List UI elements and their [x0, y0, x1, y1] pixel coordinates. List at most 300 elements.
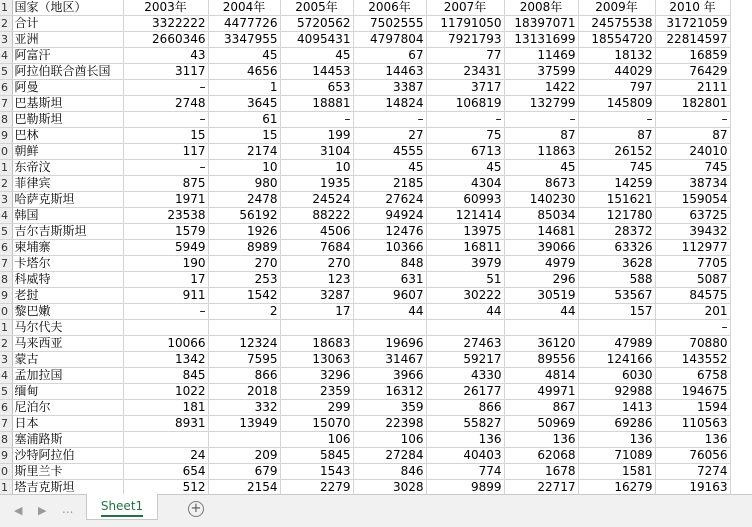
- cell-value[interactable]: 2359: [280, 384, 353, 400]
- cell-value[interactable]: 3979: [426, 256, 504, 272]
- cell-value[interactable]: 136: [655, 432, 730, 448]
- cell-value[interactable]: 45: [504, 160, 578, 176]
- cell-value[interactable]: 1413: [578, 400, 655, 416]
- row-header[interactable]: 4: [0, 208, 12, 224]
- cell-value[interactable]: 1342: [123, 352, 208, 368]
- cell-value[interactable]: 27624: [353, 192, 426, 208]
- row-header[interactable]: 9: [0, 448, 12, 464]
- cell-value[interactable]: 110563: [655, 416, 730, 432]
- row-header[interactable]: 2: [0, 16, 12, 32]
- cell-value[interactable]: 3717: [426, 80, 504, 96]
- cell-value[interactable]: 11469: [504, 48, 578, 64]
- cell-value[interactable]: 61: [208, 112, 280, 128]
- cell-value[interactable]: 7921793: [426, 32, 504, 48]
- cell-value[interactable]: 679: [208, 464, 280, 480]
- cell-value[interactable]: 51: [426, 272, 504, 288]
- cell-value[interactable]: 6030: [578, 368, 655, 384]
- cell-value[interactable]: 10366: [353, 240, 426, 256]
- cell-value[interactable]: 55827: [426, 416, 504, 432]
- cell-country[interactable]: 蒙古: [12, 352, 123, 368]
- cell-value[interactable]: 1678: [504, 464, 578, 480]
- cell-value[interactable]: 157: [578, 304, 655, 320]
- cell-value[interactable]: 106819: [426, 96, 504, 112]
- cell-value[interactable]: 13975: [426, 224, 504, 240]
- row-header[interactable]: 4: [0, 48, 12, 64]
- row-header[interactable]: 6: [0, 400, 12, 416]
- cell-value[interactable]: 56192: [208, 208, 280, 224]
- cell-value[interactable]: 3966: [353, 368, 426, 384]
- cell-value[interactable]: 270: [280, 256, 353, 272]
- cell-value[interactable]: 2018: [208, 384, 280, 400]
- cell-value[interactable]: 14259: [578, 176, 655, 192]
- cell-value[interactable]: 87: [655, 128, 730, 144]
- cell-value[interactable]: 43: [123, 48, 208, 64]
- cell-value[interactable]: 2174: [208, 144, 280, 160]
- cell-value[interactable]: –: [655, 112, 730, 128]
- cell-value[interactable]: 4304: [426, 176, 504, 192]
- cell-value[interactable]: 745: [655, 160, 730, 176]
- cell-country[interactable]: 巴林: [12, 128, 123, 144]
- cell-header-country[interactable]: 国家（地区）: [12, 0, 123, 16]
- cell-value[interactable]: 10066: [123, 336, 208, 352]
- cell-value[interactable]: 44: [504, 304, 578, 320]
- cell-value[interactable]: 27284: [353, 448, 426, 464]
- cell-value[interactable]: 23431: [426, 64, 504, 80]
- row-header[interactable]: 2: [0, 176, 12, 192]
- cell-country[interactable]: 卡塔尔: [12, 256, 123, 272]
- cell-value[interactable]: 201: [655, 304, 730, 320]
- cell-country[interactable]: 斯里兰卡: [12, 464, 123, 480]
- cell-value[interactable]: 4814: [504, 368, 578, 384]
- cell-value[interactable]: 911: [123, 288, 208, 304]
- cell-value[interactable]: 1594: [655, 400, 730, 416]
- cell-value[interactable]: 31721059: [655, 16, 730, 32]
- cell-value[interactable]: 8989: [208, 240, 280, 256]
- cell-value[interactable]: 797: [578, 80, 655, 96]
- cell-value[interactable]: 132799: [504, 96, 578, 112]
- cell-country[interactable]: 亚洲: [12, 32, 123, 48]
- cell-value[interactable]: 39066: [504, 240, 578, 256]
- cell-value[interactable]: 14453: [280, 64, 353, 80]
- cell-value[interactable]: 15070: [280, 416, 353, 432]
- cell-value[interactable]: 846: [353, 464, 426, 480]
- cell-country[interactable]: 科威特: [12, 272, 123, 288]
- cell-value[interactable]: 2660346: [123, 32, 208, 48]
- cell-value[interactable]: 5845: [280, 448, 353, 464]
- cell-value[interactable]: 77: [426, 48, 504, 64]
- cell-value[interactable]: 18554720: [578, 32, 655, 48]
- cell-value[interactable]: 45: [208, 48, 280, 64]
- row-header[interactable]: 0: [0, 144, 12, 160]
- cell-header-year[interactable]: 2003年: [123, 0, 208, 16]
- cell-value[interactable]: 512: [123, 480, 208, 495]
- cell-value[interactable]: 848: [353, 256, 426, 272]
- cell-value[interactable]: 44029: [578, 64, 655, 80]
- cell-value[interactable]: 18881: [280, 96, 353, 112]
- row-header[interactable]: 2: [0, 336, 12, 352]
- cell-value[interactable]: 17: [123, 272, 208, 288]
- cell-value[interactable]: 60993: [426, 192, 504, 208]
- cell-value[interactable]: 7274: [655, 464, 730, 480]
- row-header[interactable]: 8: [0, 112, 12, 128]
- cell-value[interactable]: 16811: [426, 240, 504, 256]
- cell-value[interactable]: 47989: [578, 336, 655, 352]
- prev-sheet-icon[interactable]: ◀: [14, 504, 23, 517]
- cell-country[interactable]: 塞浦路斯: [12, 432, 123, 448]
- cell-value[interactable]: 8673: [504, 176, 578, 192]
- cell-value[interactable]: 22717: [504, 480, 578, 495]
- cell-country[interactable]: 阿曼: [12, 80, 123, 96]
- cell-value[interactable]: –: [655, 320, 730, 336]
- cell-value[interactable]: 4330: [426, 368, 504, 384]
- cell-value[interactable]: 30222: [426, 288, 504, 304]
- cell-value[interactable]: 867: [504, 400, 578, 416]
- cell-country[interactable]: 沙特阿拉伯: [12, 448, 123, 464]
- cell-value[interactable]: 8931: [123, 416, 208, 432]
- cell-value[interactable]: 136: [426, 432, 504, 448]
- cell-value[interactable]: 190: [123, 256, 208, 272]
- cell-value[interactable]: 112977: [655, 240, 730, 256]
- cell-value[interactable]: 71089: [578, 448, 655, 464]
- cell-value[interactable]: 1022: [123, 384, 208, 400]
- cell-value[interactable]: [504, 320, 578, 336]
- cell-value[interactable]: 15: [123, 128, 208, 144]
- cell-value[interactable]: 359: [353, 400, 426, 416]
- cell-value[interactable]: 875: [123, 176, 208, 192]
- more-sheets-icon[interactable]: ...: [62, 502, 74, 516]
- cell-country[interactable]: 巴基斯坦: [12, 96, 123, 112]
- cell-value[interactable]: 69286: [578, 416, 655, 432]
- cell-value[interactable]: 94924: [353, 208, 426, 224]
- cell-header-year[interactable]: 2006年: [353, 0, 426, 16]
- cell-value[interactable]: 123: [280, 272, 353, 288]
- cell-value[interactable]: 19163: [655, 480, 730, 495]
- cell-value[interactable]: 17: [280, 304, 353, 320]
- cell-value[interactable]: 45: [426, 160, 504, 176]
- cell-value[interactable]: 3628: [578, 256, 655, 272]
- cell-value[interactable]: 63326: [578, 240, 655, 256]
- cell-value[interactable]: 866: [208, 368, 280, 384]
- row-header[interactable]: 5: [0, 384, 12, 400]
- cell-value[interactable]: 4506: [280, 224, 353, 240]
- cell-value[interactable]: 3645: [208, 96, 280, 112]
- cell-value[interactable]: 70880: [655, 336, 730, 352]
- cell-value[interactable]: 866: [426, 400, 504, 416]
- cell-value[interactable]: 143552: [655, 352, 730, 368]
- row-header[interactable]: 4: [0, 368, 12, 384]
- cell-value[interactable]: 2111: [655, 80, 730, 96]
- cell-value[interactable]: 31467: [353, 352, 426, 368]
- cell-value[interactable]: 28372: [578, 224, 655, 240]
- cell-value[interactable]: 631: [353, 272, 426, 288]
- cell-value[interactable]: 182801: [655, 96, 730, 112]
- row-header[interactable]: 1: [0, 320, 12, 336]
- cell-value[interactable]: 23538: [123, 208, 208, 224]
- cell-value[interactable]: 3387: [353, 80, 426, 96]
- cell-value[interactable]: 62068: [504, 448, 578, 464]
- cell-value[interactable]: 2478: [208, 192, 280, 208]
- cell-value[interactable]: 26152: [578, 144, 655, 160]
- add-sheet-button[interactable]: +: [188, 501, 204, 517]
- cell-value[interactable]: 140230: [504, 192, 578, 208]
- cell-value[interactable]: 16279: [578, 480, 655, 495]
- cell-country[interactable]: 孟加拉国: [12, 368, 123, 384]
- cell-value[interactable]: 26177: [426, 384, 504, 400]
- row-header[interactable]: 6: [0, 80, 12, 96]
- cell-header-year[interactable]: 2004年: [208, 0, 280, 16]
- cell-country[interactable]: 阿富汗: [12, 48, 123, 64]
- cell-value[interactable]: 3104: [280, 144, 353, 160]
- cell-value[interactable]: 117: [123, 144, 208, 160]
- cell-value[interactable]: 22814597: [655, 32, 730, 48]
- cell-country[interactable]: 塔吉克斯坦: [12, 480, 123, 495]
- cell-value[interactable]: 76429: [655, 64, 730, 80]
- cell-country[interactable]: 东帝汶: [12, 160, 123, 176]
- cell-value[interactable]: 18683: [280, 336, 353, 352]
- cell-country[interactable]: 尼泊尔: [12, 400, 123, 416]
- cell-value[interactable]: 3117: [123, 64, 208, 80]
- cell-value[interactable]: 24575538: [578, 16, 655, 32]
- cell-value[interactable]: 151621: [578, 192, 655, 208]
- cell-header-year[interactable]: 2010 年: [655, 0, 730, 16]
- cell-value[interactable]: 6713: [426, 144, 504, 160]
- cell-value[interactable]: 7595: [208, 352, 280, 368]
- cell-value[interactable]: 13131699: [504, 32, 578, 48]
- cell-value[interactable]: 1935: [280, 176, 353, 192]
- row-header[interactable]: 7: [0, 416, 12, 432]
- cell-value[interactable]: 1422: [504, 80, 578, 96]
- cell-value[interactable]: 3028: [353, 480, 426, 495]
- cell-value[interactable]: 1579: [123, 224, 208, 240]
- cell-value[interactable]: 4797804: [353, 32, 426, 48]
- cell-value[interactable]: 18132: [578, 48, 655, 64]
- row-header[interactable]: 3: [0, 352, 12, 368]
- cell-value[interactable]: –: [123, 112, 208, 128]
- cell-value[interactable]: 106: [353, 432, 426, 448]
- cell-header-year[interactable]: 2008年: [504, 0, 578, 16]
- cell-value[interactable]: 136: [578, 432, 655, 448]
- cell-value[interactable]: 4095431: [280, 32, 353, 48]
- cell-value[interactable]: 5949: [123, 240, 208, 256]
- cell-country[interactable]: 菲律宾: [12, 176, 123, 192]
- cell-value[interactable]: 84575: [655, 288, 730, 304]
- cell-country[interactable]: 马尔代夫: [12, 320, 123, 336]
- cell-value[interactable]: 1543: [280, 464, 353, 480]
- cell-value[interactable]: 24: [123, 448, 208, 464]
- cell-value[interactable]: 10: [280, 160, 353, 176]
- cell-value[interactable]: –: [504, 112, 578, 128]
- cell-value[interactable]: 745: [578, 160, 655, 176]
- row-header[interactable]: 8: [0, 272, 12, 288]
- row-header[interactable]: 0: [0, 464, 12, 480]
- cell-value[interactable]: 121414: [426, 208, 504, 224]
- cell-value[interactable]: 63725: [655, 208, 730, 224]
- cell-value[interactable]: 76056: [655, 448, 730, 464]
- cell-country[interactable]: 老挝: [12, 288, 123, 304]
- cell-value[interactable]: 1: [208, 80, 280, 96]
- cell-country[interactable]: 黎巴嫩: [12, 304, 123, 320]
- cell-value[interactable]: 87: [578, 128, 655, 144]
- cell-value[interactable]: 18397071: [504, 16, 578, 32]
- cell-value[interactable]: 13949: [208, 416, 280, 432]
- cell-value[interactable]: 11791050: [426, 16, 504, 32]
- cell-value[interactable]: 3296: [280, 368, 353, 384]
- cell-country[interactable]: 日本: [12, 416, 123, 432]
- cell-value[interactable]: 2154: [208, 480, 280, 495]
- cell-value[interactable]: 209: [208, 448, 280, 464]
- cell-country[interactable]: 缅甸: [12, 384, 123, 400]
- row-header[interactable]: 3: [0, 192, 12, 208]
- cell-value[interactable]: –: [123, 304, 208, 320]
- row-header[interactable]: 5: [0, 64, 12, 80]
- cell-value[interactable]: 1581: [578, 464, 655, 480]
- cell-value[interactable]: –: [578, 112, 655, 128]
- cell-value[interactable]: 588: [578, 272, 655, 288]
- cell-country[interactable]: 马来西亚: [12, 336, 123, 352]
- cell-value[interactable]: [353, 320, 426, 336]
- row-header[interactable]: 6: [0, 240, 12, 256]
- cell-value[interactable]: 3347955: [208, 32, 280, 48]
- cell-value[interactable]: 16312: [353, 384, 426, 400]
- cell-value[interactable]: 5720562: [280, 16, 353, 32]
- cell-value[interactable]: 92988: [578, 384, 655, 400]
- cell-value[interactable]: 27: [353, 128, 426, 144]
- cell-value[interactable]: 53567: [578, 288, 655, 304]
- cell-value[interactable]: 13063: [280, 352, 353, 368]
- row-header[interactable]: 1: [0, 160, 12, 176]
- cell-value[interactable]: 332: [208, 400, 280, 416]
- cell-value[interactable]: 654: [123, 464, 208, 480]
- cell-value[interactable]: 199: [280, 128, 353, 144]
- cell-value[interactable]: 980: [208, 176, 280, 192]
- cell-value[interactable]: 88222: [280, 208, 353, 224]
- cell-header-year[interactable]: 2007年: [426, 0, 504, 16]
- cell-value[interactable]: 45: [280, 48, 353, 64]
- cell-value[interactable]: 12324: [208, 336, 280, 352]
- next-sheet-icon[interactable]: ▶: [38, 504, 47, 517]
- cell-country[interactable]: 合计: [12, 16, 123, 32]
- cell-value[interactable]: 44: [353, 304, 426, 320]
- cell-country[interactable]: 韩国: [12, 208, 123, 224]
- cell-value[interactable]: 296: [504, 272, 578, 288]
- cell-value[interactable]: 30519: [504, 288, 578, 304]
- cell-value[interactable]: 59217: [426, 352, 504, 368]
- cell-value[interactable]: 845: [123, 368, 208, 384]
- cell-value[interactable]: 1542: [208, 288, 280, 304]
- cell-value[interactable]: 36120: [504, 336, 578, 352]
- cell-value[interactable]: 136: [504, 432, 578, 448]
- cell-country[interactable]: 巴勒斯坦: [12, 112, 123, 128]
- cell-country[interactable]: 朝鲜: [12, 144, 123, 160]
- cell-value[interactable]: 270: [208, 256, 280, 272]
- cell-value[interactable]: 1971: [123, 192, 208, 208]
- row-header[interactable]: 5: [0, 224, 12, 240]
- cell-value[interactable]: 45: [353, 160, 426, 176]
- cell-value[interactable]: 1926: [208, 224, 280, 240]
- cell-value[interactable]: 3287: [280, 288, 353, 304]
- cell-value[interactable]: –: [280, 112, 353, 128]
- row-header[interactable]: 9: [0, 128, 12, 144]
- cell-header-year[interactable]: 2005年: [280, 0, 353, 16]
- cell-value[interactable]: 50969: [504, 416, 578, 432]
- cell-value[interactable]: 124166: [578, 352, 655, 368]
- cell-value[interactable]: 87: [504, 128, 578, 144]
- cell-value[interactable]: –: [426, 112, 504, 128]
- cell-value[interactable]: 121780: [578, 208, 655, 224]
- cell-value[interactable]: 159054: [655, 192, 730, 208]
- row-header[interactable]: 7: [0, 96, 12, 112]
- cell-value[interactable]: 4555: [353, 144, 426, 160]
- cell-value[interactable]: 653: [280, 80, 353, 96]
- cell-value[interactable]: 85034: [504, 208, 578, 224]
- cell-value[interactable]: 22398: [353, 416, 426, 432]
- row-header[interactable]: 9: [0, 288, 12, 304]
- cell-country[interactable]: 吉尔吉斯斯坦: [12, 224, 123, 240]
- cell-value[interactable]: 7684: [280, 240, 353, 256]
- cell-value[interactable]: 14681: [504, 224, 578, 240]
- cell-value[interactable]: 4979: [504, 256, 578, 272]
- cell-value[interactable]: 37599: [504, 64, 578, 80]
- cell-value[interactable]: 2279: [280, 480, 353, 495]
- row-header[interactable]: 7: [0, 256, 12, 272]
- cell-value[interactable]: 44: [426, 304, 504, 320]
- cell-value[interactable]: 24524: [280, 192, 353, 208]
- row-header[interactable]: 0: [0, 304, 12, 320]
- cell-value[interactable]: 106: [280, 432, 353, 448]
- cell-value[interactable]: 14463: [353, 64, 426, 80]
- row-header[interactable]: 1: [0, 480, 12, 495]
- cell-value[interactable]: [426, 320, 504, 336]
- cell-value[interactable]: 2: [208, 304, 280, 320]
- cell-value[interactable]: 7502555: [353, 16, 426, 32]
- cell-value[interactable]: –: [353, 112, 426, 128]
- cell-value[interactable]: 145809: [578, 96, 655, 112]
- cell-header-year[interactable]: 2009年: [578, 0, 655, 16]
- cell-country[interactable]: 哈萨克斯坦: [12, 192, 123, 208]
- cell-value[interactable]: 11863: [504, 144, 578, 160]
- cell-value[interactable]: [280, 320, 353, 336]
- cell-value[interactable]: 181: [123, 400, 208, 416]
- cell-value[interactable]: 4656: [208, 64, 280, 80]
- cell-value[interactable]: 774: [426, 464, 504, 480]
- cell-value[interactable]: 4477726: [208, 16, 280, 32]
- cell-country[interactable]: 柬埔寨: [12, 240, 123, 256]
- cell-value[interactable]: 194675: [655, 384, 730, 400]
- cell-value[interactable]: [208, 432, 280, 448]
- cell-value[interactable]: 14824: [353, 96, 426, 112]
- cell-value[interactable]: 15: [208, 128, 280, 144]
- cell-value[interactable]: [123, 320, 208, 336]
- cell-value[interactable]: 24010: [655, 144, 730, 160]
- cell-value[interactable]: 299: [280, 400, 353, 416]
- cell-value[interactable]: 9899: [426, 480, 504, 495]
- cell-value[interactable]: 6758: [655, 368, 730, 384]
- cell-value[interactable]: –: [123, 160, 208, 176]
- row-header[interactable]: 1: [0, 0, 12, 16]
- cell-value[interactable]: 10: [208, 160, 280, 176]
- cell-value[interactable]: 19696: [353, 336, 426, 352]
- cell-value[interactable]: [123, 432, 208, 448]
- cell-value[interactable]: 2748: [123, 96, 208, 112]
- cell-value[interactable]: 75: [426, 128, 504, 144]
- cell-value[interactable]: [208, 320, 280, 336]
- cell-value[interactable]: 7705: [655, 256, 730, 272]
- cell-value[interactable]: 89556: [504, 352, 578, 368]
- cell-value[interactable]: 2185: [353, 176, 426, 192]
- cell-value[interactable]: 3322222: [123, 16, 208, 32]
- cell-value[interactable]: 27463: [426, 336, 504, 352]
- cell-value[interactable]: 16859: [655, 48, 730, 64]
